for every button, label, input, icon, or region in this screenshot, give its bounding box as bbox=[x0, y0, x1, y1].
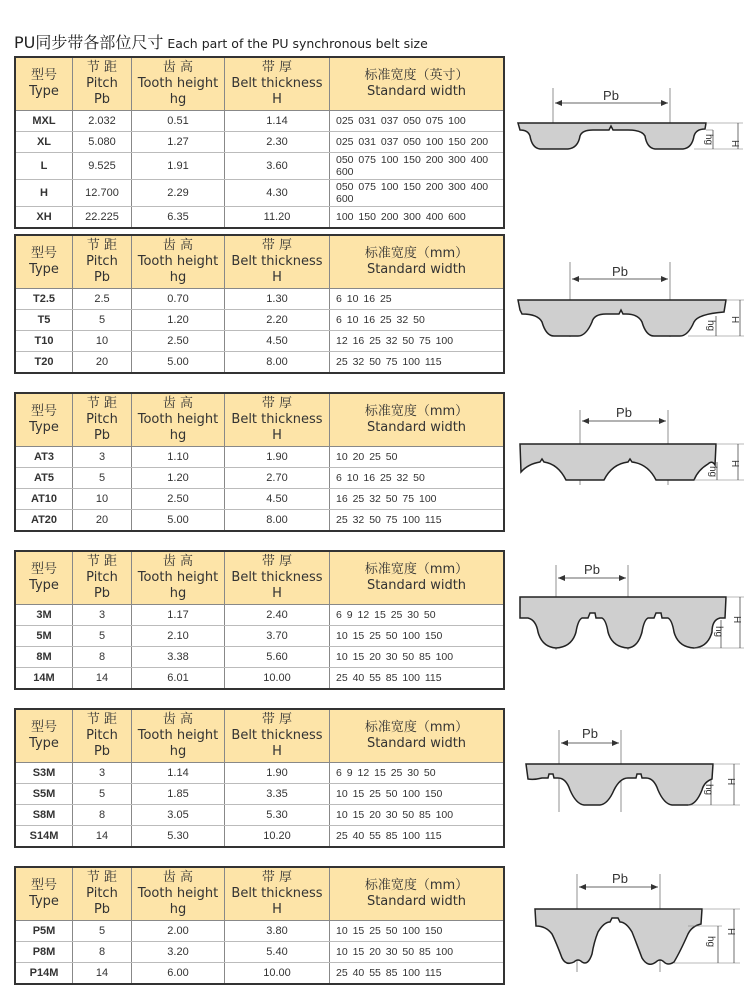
cell-belt-thickness: 3.35 bbox=[225, 784, 330, 805]
svg-text:hg: hg bbox=[705, 936, 716, 948]
table-row bbox=[15, 331, 504, 352]
cell-standard-width: 100 150 200 300 400 600 bbox=[330, 207, 505, 229]
col-standard-width: 标准宽度（mm） Standard width bbox=[330, 867, 505, 921]
cell-tooth-height: 2.00 bbox=[132, 921, 225, 942]
cell-pitch: 2.032 bbox=[73, 111, 132, 132]
table-row bbox=[15, 942, 504, 963]
spec-table-T bbox=[14, 234, 505, 374]
belt-profile-diagram-AT bbox=[508, 400, 748, 490]
spec-table-AT bbox=[14, 392, 505, 532]
svg-text:H: H bbox=[729, 316, 740, 324]
cell-type: AT3 bbox=[15, 447, 73, 468]
table-row bbox=[15, 921, 504, 942]
cell-standard-width: 25 40 55 85 100 115 bbox=[330, 826, 505, 848]
svg-text:H: H bbox=[725, 778, 736, 786]
cell-pitch: 20 bbox=[73, 352, 132, 374]
svg-text:Pb: Pb bbox=[616, 405, 632, 420]
cell-type: T10 bbox=[15, 331, 73, 352]
svg-text:hg: hg bbox=[703, 784, 714, 796]
table-row bbox=[15, 763, 504, 784]
cell-tooth-height: 5.00 bbox=[132, 510, 225, 532]
col-standard-width: 标准宽度（mm） Standard width bbox=[330, 393, 505, 447]
cell-standard-width: 050 075 100 150 200 300 400 600 bbox=[330, 153, 505, 180]
col-type: 型号 Type bbox=[15, 235, 73, 289]
belt-profile-diagram-S bbox=[508, 720, 748, 815]
cell-belt-thickness: 2.20 bbox=[225, 310, 330, 331]
table-row bbox=[15, 352, 504, 374]
cell-tooth-height: 1.20 bbox=[132, 468, 225, 489]
col-type: 型号 Type bbox=[15, 551, 73, 605]
cell-belt-thickness: 1.14 bbox=[225, 111, 330, 132]
col-pitch: 节 距 Pitch Pb bbox=[73, 867, 132, 921]
cell-tooth-height: 0.70 bbox=[132, 289, 225, 310]
cell-belt-thickness: 3.80 bbox=[225, 921, 330, 942]
col-belt-thickness: 带 厚 Belt thickness H bbox=[225, 57, 330, 111]
table-row bbox=[15, 447, 504, 468]
cell-pitch: 2.5 bbox=[73, 289, 132, 310]
belt-profile-diagram-T bbox=[508, 262, 748, 352]
table-row bbox=[15, 784, 504, 805]
cell-standard-width: 6 10 16 25 bbox=[330, 289, 505, 310]
cell-standard-width: 16 25 32 50 75 100 bbox=[330, 489, 505, 510]
cell-pitch: 14 bbox=[73, 963, 132, 985]
cell-belt-thickness: 1.30 bbox=[225, 289, 330, 310]
cell-type: AT20 bbox=[15, 510, 73, 532]
cell-tooth-height: 3.05 bbox=[132, 805, 225, 826]
svg-text:Pb: Pb bbox=[612, 871, 628, 886]
cell-standard-width: 12 16 25 32 50 75 100 bbox=[330, 331, 505, 352]
cell-pitch: 5 bbox=[73, 468, 132, 489]
cell-belt-thickness: 1.90 bbox=[225, 763, 330, 784]
cell-pitch: 20 bbox=[73, 510, 132, 532]
table-row bbox=[15, 647, 504, 668]
cell-standard-width: 025 031 037 050 075 100 bbox=[330, 111, 505, 132]
cell-tooth-height: 1.85 bbox=[132, 784, 225, 805]
cell-tooth-height: 3.38 bbox=[132, 647, 225, 668]
col-belt-thickness: 带 厚 Belt thickness H bbox=[225, 235, 330, 289]
cell-type: 14M bbox=[15, 668, 73, 690]
table-row bbox=[15, 310, 504, 331]
header-row bbox=[15, 709, 504, 763]
col-type: 型号 Type bbox=[15, 393, 73, 447]
cell-belt-thickness: 8.00 bbox=[225, 352, 330, 374]
cell-belt-thickness: 2.70 bbox=[225, 468, 330, 489]
cell-standard-width: 050 075 100 150 200 300 400 600 bbox=[330, 180, 505, 207]
cell-tooth-height: 2.50 bbox=[132, 489, 225, 510]
cell-standard-width: 25 32 50 75 100 115 bbox=[330, 352, 505, 374]
cell-standard-width: 025 031 037 050 100 150 200 bbox=[330, 132, 505, 153]
cell-type: MXL bbox=[15, 111, 73, 132]
cell-belt-thickness: 10.00 bbox=[225, 963, 330, 985]
cell-standard-width: 6 10 16 25 32 50 bbox=[330, 310, 505, 331]
table-row bbox=[15, 207, 504, 229]
cell-standard-width: 6 9 12 15 25 30 50 bbox=[330, 763, 505, 784]
table-row bbox=[15, 963, 504, 985]
spec-table-inch bbox=[14, 56, 505, 229]
col-belt-thickness: 带 厚 Belt thickness H bbox=[225, 393, 330, 447]
page-title bbox=[14, 30, 428, 53]
cell-pitch: 12.700 bbox=[73, 180, 132, 207]
cell-belt-thickness: 4.50 bbox=[225, 489, 330, 510]
cell-tooth-height: 2.50 bbox=[132, 331, 225, 352]
col-pitch: 节 距 Pitch Pb bbox=[73, 551, 132, 605]
table-row bbox=[15, 111, 504, 132]
cell-pitch: 8 bbox=[73, 805, 132, 826]
col-tooth-height: 齿 高 Tooth height hg bbox=[132, 393, 225, 447]
table-row bbox=[15, 668, 504, 690]
cell-belt-thickness: 10.20 bbox=[225, 826, 330, 848]
svg-text:H: H bbox=[725, 928, 736, 936]
cell-pitch: 5 bbox=[73, 921, 132, 942]
cell-belt-thickness: 5.40 bbox=[225, 942, 330, 963]
cell-tooth-height: 5.30 bbox=[132, 826, 225, 848]
svg-text:H: H bbox=[731, 616, 742, 624]
cell-pitch: 3 bbox=[73, 605, 132, 626]
cell-tooth-height: 1.91 bbox=[132, 153, 225, 180]
cell-tooth-height: 1.10 bbox=[132, 447, 225, 468]
title-en: Each part of the PU synchronous belt size bbox=[167, 36, 428, 51]
cell-belt-thickness: 2.30 bbox=[225, 132, 330, 153]
cell-type: P5M bbox=[15, 921, 73, 942]
pb-label: Pb bbox=[603, 88, 619, 103]
cell-type: H bbox=[15, 180, 73, 207]
col-standard-width: 标准宽度（mm） Standard width bbox=[330, 235, 505, 289]
cell-belt-thickness: 3.60 bbox=[225, 153, 330, 180]
col-pitch: 节 距 Pitch Pb bbox=[73, 393, 132, 447]
cell-tooth-height: 2.29 bbox=[132, 180, 225, 207]
cell-type: XH bbox=[15, 207, 73, 229]
header-row bbox=[15, 551, 504, 605]
cell-tooth-height: 6.00 bbox=[132, 963, 225, 985]
cell-pitch: 5.080 bbox=[73, 132, 132, 153]
belt-profile-diagram-M bbox=[508, 560, 748, 655]
svg-text:hg: hg bbox=[703, 134, 714, 146]
cell-belt-thickness: 4.50 bbox=[225, 331, 330, 352]
spec-table-P bbox=[14, 866, 505, 985]
cell-standard-width: 6 10 16 25 32 50 bbox=[330, 468, 505, 489]
belt-profile-diagram-P bbox=[508, 862, 748, 977]
cell-pitch: 22.225 bbox=[73, 207, 132, 229]
col-type: 型号 Type bbox=[15, 709, 73, 763]
cell-tooth-height: 3.20 bbox=[132, 942, 225, 963]
cell-tooth-height: 1.17 bbox=[132, 605, 225, 626]
header-row bbox=[15, 57, 504, 111]
cell-tooth-height: 6.35 bbox=[132, 207, 225, 229]
cell-belt-thickness: 8.00 bbox=[225, 510, 330, 532]
cell-tooth-height: 5.00 bbox=[132, 352, 225, 374]
spec-table-M bbox=[14, 550, 505, 690]
cell-belt-thickness: 2.40 bbox=[225, 605, 330, 626]
header-row bbox=[15, 393, 504, 447]
spec-table-S bbox=[14, 708, 505, 848]
col-type: 型号 Type bbox=[15, 57, 73, 111]
col-tooth-height: 齿 高 Tooth height hg bbox=[132, 867, 225, 921]
col-tooth-height: 齿 高 Tooth height hg bbox=[132, 551, 225, 605]
col-tooth-height: 齿 高 Tooth height hg bbox=[132, 235, 225, 289]
cell-tooth-height: 1.27 bbox=[132, 132, 225, 153]
cell-pitch: 5 bbox=[73, 784, 132, 805]
table-row bbox=[15, 605, 504, 626]
col-standard-width: 标准宽度（英寸） Standard width bbox=[330, 57, 505, 111]
cell-pitch: 3 bbox=[73, 763, 132, 784]
col-tooth-height: 齿 高 Tooth height hg bbox=[132, 709, 225, 763]
svg-text:Pb: Pb bbox=[582, 726, 598, 741]
cell-standard-width: 10 20 25 50 bbox=[330, 447, 505, 468]
cell-standard-width: 25 40 55 85 100 115 bbox=[330, 668, 505, 690]
cell-type: 5M bbox=[15, 626, 73, 647]
cell-type: L bbox=[15, 153, 73, 180]
col-type: 型号 Type bbox=[15, 867, 73, 921]
col-pitch: 节 距 Pitch Pb bbox=[73, 709, 132, 763]
table-row bbox=[15, 132, 504, 153]
cell-tooth-height: 1.14 bbox=[132, 763, 225, 784]
col-belt-thickness: 带 厚 Belt thickness H bbox=[225, 551, 330, 605]
cell-type: P14M bbox=[15, 963, 73, 985]
table-row bbox=[15, 805, 504, 826]
cell-type: S8M bbox=[15, 805, 73, 826]
cell-pitch: 8 bbox=[73, 647, 132, 668]
cell-pitch: 5 bbox=[73, 626, 132, 647]
cell-type: T5 bbox=[15, 310, 73, 331]
svg-text:H: H bbox=[729, 140, 740, 148]
cell-standard-width: 10 15 20 30 50 85 100 bbox=[330, 942, 505, 963]
cell-type: P8M bbox=[15, 942, 73, 963]
cell-pitch: 9.525 bbox=[73, 153, 132, 180]
svg-text:hg: hg bbox=[713, 626, 724, 638]
cell-pitch: 8 bbox=[73, 942, 132, 963]
header-row bbox=[15, 235, 504, 289]
cell-pitch: 14 bbox=[73, 668, 132, 690]
cell-type: S14M bbox=[15, 826, 73, 848]
svg-text:hg: hg bbox=[707, 466, 718, 478]
cell-belt-thickness: 10.00 bbox=[225, 668, 330, 690]
table-row bbox=[15, 468, 504, 489]
cell-tooth-height: 2.10 bbox=[132, 626, 225, 647]
col-belt-thickness: 带 厚 Belt thickness H bbox=[225, 867, 330, 921]
cell-belt-thickness: 4.30 bbox=[225, 180, 330, 207]
cell-standard-width: 6 9 12 15 25 30 50 bbox=[330, 605, 505, 626]
col-tooth-height: 齿 高 Tooth height hg bbox=[132, 57, 225, 111]
cell-belt-thickness: 3.70 bbox=[225, 626, 330, 647]
table-row bbox=[15, 153, 504, 180]
cell-pitch: 10 bbox=[73, 331, 132, 352]
title-cn: PU同步带各部位尺寸 bbox=[14, 33, 164, 52]
table-row bbox=[15, 826, 504, 848]
table-row bbox=[15, 180, 504, 207]
cell-type: 8M bbox=[15, 647, 73, 668]
cell-standard-width: 10 15 25 50 100 150 bbox=[330, 626, 505, 647]
cell-type: 3M bbox=[15, 605, 73, 626]
cell-pitch: 14 bbox=[73, 826, 132, 848]
table-row bbox=[15, 489, 504, 510]
cell-belt-thickness: 5.30 bbox=[225, 805, 330, 826]
cell-pitch: 3 bbox=[73, 447, 132, 468]
cell-type: T20 bbox=[15, 352, 73, 374]
cell-belt-thickness: 5.60 bbox=[225, 647, 330, 668]
cell-type: AT10 bbox=[15, 489, 73, 510]
cell-type: XL bbox=[15, 132, 73, 153]
svg-text:H: H bbox=[729, 460, 740, 468]
cell-standard-width: 25 32 50 75 100 115 bbox=[330, 510, 505, 532]
col-pitch: 节 距 Pitch Pb bbox=[73, 57, 132, 111]
svg-text:Pb: Pb bbox=[612, 264, 628, 279]
header-row bbox=[15, 867, 504, 921]
svg-text:Pb: Pb bbox=[584, 562, 600, 577]
table-row bbox=[15, 289, 504, 310]
cell-type: S3M bbox=[15, 763, 73, 784]
table-row bbox=[15, 626, 504, 647]
col-belt-thickness: 带 厚 Belt thickness H bbox=[225, 709, 330, 763]
cell-pitch: 5 bbox=[73, 310, 132, 331]
col-standard-width: 标准宽度（mm） Standard width bbox=[330, 551, 505, 605]
col-standard-width: 标准宽度（mm） Standard width bbox=[330, 709, 505, 763]
belt-profile-diagram-inch bbox=[508, 88, 748, 168]
cell-standard-width: 10 15 20 30 50 85 100 bbox=[330, 805, 505, 826]
cell-type: T2.5 bbox=[15, 289, 73, 310]
cell-type: S5M bbox=[15, 784, 73, 805]
cell-standard-width: 10 15 25 50 100 150 bbox=[330, 784, 505, 805]
table-row bbox=[15, 510, 504, 532]
cell-type: AT5 bbox=[15, 468, 73, 489]
cell-tooth-height: 0.51 bbox=[132, 111, 225, 132]
svg-text:hg: hg bbox=[705, 320, 716, 332]
cell-standard-width: 25 40 55 85 100 115 bbox=[330, 963, 505, 985]
cell-standard-width: 10 15 25 50 100 150 bbox=[330, 921, 505, 942]
col-pitch: 节 距 Pitch Pb bbox=[73, 235, 132, 289]
cell-belt-thickness: 1.90 bbox=[225, 447, 330, 468]
cell-belt-thickness: 11.20 bbox=[225, 207, 330, 229]
cell-standard-width: 10 15 20 30 50 85 100 bbox=[330, 647, 505, 668]
cell-pitch: 10 bbox=[73, 489, 132, 510]
cell-tooth-height: 1.20 bbox=[132, 310, 225, 331]
cell-tooth-height: 6.01 bbox=[132, 668, 225, 690]
